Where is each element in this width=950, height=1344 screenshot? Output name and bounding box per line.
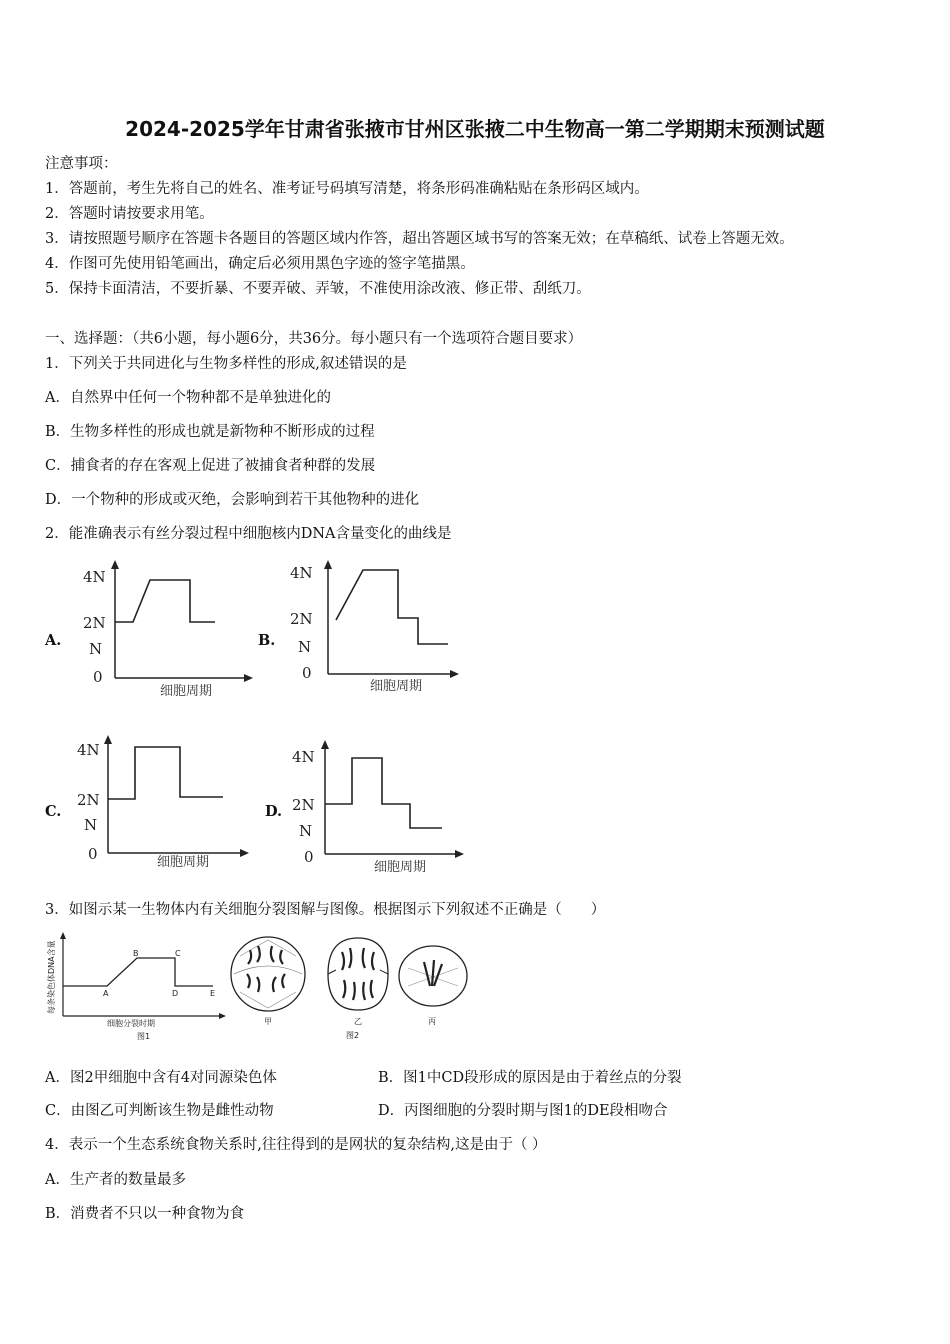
question-3-option-b: B．图1中CD段形成的原因是由于着丝点的分裂 <box>378 1070 682 1086</box>
question-2-stem: 2．能准确表示有丝分裂过程中细胞核内DNA含量变化的曲线是 <box>45 526 452 542</box>
tick-2n: 2N <box>83 614 106 632</box>
question-2-label-a: A. <box>45 632 62 649</box>
x-axis-arrow-icon <box>240 849 249 857</box>
graph-c <box>75 735 255 874</box>
figure-1-caption: 图1 <box>137 1032 151 1041</box>
graph-a <box>75 560 255 704</box>
question-2-label-c: C. <box>45 803 62 820</box>
x-axis-label: 细胞周期 <box>157 855 210 870</box>
tick-0: 0 <box>302 664 312 682</box>
page-title: 2024-2025学年甘肃省张掖市甘州区张掖二中生物高一第二学期期末预测试题 <box>125 117 825 141</box>
question-4-stem: 4．表示一个生态系统食物关系时,往往得到的是网状的复杂结构,这是由于（ ） <box>45 1137 547 1153</box>
dna-curve <box>336 570 448 644</box>
point-e: E <box>210 989 216 998</box>
tick-4n: 4N <box>83 568 106 586</box>
point-b: B <box>133 949 139 958</box>
y-axis-arrow-icon <box>321 740 329 749</box>
x-axis-label: 细胞周期 <box>370 679 423 694</box>
notice-item: 1．答题前，考生先将自己的姓名、准考证号码填写清楚，将条形码准确粘贴在条形码区域内。 <box>45 181 649 197</box>
cell-bing-label: 丙 <box>428 1017 436 1026</box>
tick-4n: 4N <box>292 748 315 766</box>
question-2-label-b: B. <box>258 632 276 649</box>
notice-item: 4．作图可先使用铅笔画出，确定后必须用黑色字迹的签字笔描黑。 <box>45 256 475 272</box>
tick-n: N <box>298 638 312 656</box>
question-3-option-c: C．由图乙可判断该生物是雌性动物 <box>45 1103 274 1119</box>
figure-2-cells <box>228 928 473 1050</box>
tick-2n: 2N <box>290 610 313 628</box>
y-axis-arrow-icon <box>60 932 66 939</box>
tick-n: N <box>84 816 98 834</box>
x-axis-arrow-icon <box>244 674 253 682</box>
question-3-stem: 3．如图示某一生物体内有关细胞分裂图解与图像。根据图示下列叙述不正确是（ ） <box>45 902 606 918</box>
tick-0: 0 <box>93 668 103 686</box>
cell-bing <box>399 946 467 1026</box>
figure-2-caption: 图2 <box>346 1031 360 1040</box>
y-axis-arrow-icon <box>104 735 112 744</box>
y-axis-arrow-icon <box>324 560 332 569</box>
question-4-option-b: B．消费者不只以一种食物为食 <box>45 1206 245 1222</box>
tick-2n: 2N <box>77 791 100 809</box>
x-axis-arrow-icon <box>455 850 464 858</box>
x-axis-arrow-icon <box>219 1013 226 1019</box>
figure-1-chart <box>45 928 230 1047</box>
dna-curve <box>63 958 213 986</box>
tick-2n: 2N <box>292 796 315 814</box>
tick-4n: 4N <box>290 564 313 582</box>
question-1-stem: 1．下列关于共同进化与生物多样性的形成,叙述错误的是 <box>45 356 407 372</box>
section-heading: 一、选择题：（共6小题，每小题6分，共36分。每小题只有一个选项符合题目要求） <box>45 331 583 347</box>
point-c: C <box>175 949 181 958</box>
x-axis-arrow-icon <box>450 670 459 678</box>
x-axis-label: 细胞周期 <box>374 860 427 875</box>
notice-heading: 注意事项： <box>45 156 118 172</box>
tick-0: 0 <box>304 848 314 866</box>
point-a: A <box>103 989 109 998</box>
dna-curve <box>115 580 215 622</box>
cell-yi-label: 乙 <box>354 1017 362 1026</box>
question-3-option-a: A．图2甲细胞中含有4对同源染色体 <box>45 1070 277 1086</box>
graph-d <box>290 740 470 880</box>
notice-item: 2．答题时请按要求用笔。 <box>45 206 214 222</box>
cell-jia-label: 甲 <box>264 1017 272 1026</box>
tick-n: N <box>299 822 313 840</box>
tick-0: 0 <box>88 845 98 863</box>
tick-n: N <box>89 640 103 658</box>
graph-b <box>288 560 468 704</box>
x-axis-label: 细胞周期 <box>160 684 213 699</box>
y-axis-arrow-icon <box>111 560 119 569</box>
question-1-option-c: C．捕食者的存在客观上促进了被捕食者种群的发展 <box>45 458 376 474</box>
cell-jia <box>231 937 305 1026</box>
cell-yi <box>328 938 388 1026</box>
figure-1-ylabel: 每条染色体DNA含量 <box>47 940 56 1014</box>
question-3-option-d: D．丙图细胞的分裂时期与图1的DE段相吻合 <box>378 1103 668 1119</box>
dna-curve <box>325 758 442 828</box>
question-1-option-d: D．一个物种的形成或灭绝，会影响到若干其他物种的进化 <box>45 492 420 508</box>
question-2-label-d: D. <box>265 803 283 820</box>
tick-4n: 4N <box>77 741 100 759</box>
point-d: D <box>172 989 179 998</box>
question-1-option-a: A．自然界中任何一个物种都不是单独进化的 <box>45 390 331 406</box>
figure-1-xlabel: 细胞分裂时期 <box>107 1019 155 1028</box>
dna-curve <box>108 747 223 799</box>
question-4-option-a: A．生产者的数量最多 <box>45 1172 186 1188</box>
question-1-option-b: B．生物多样性的形成也就是新物种不断形成的过程 <box>45 424 375 440</box>
notice-item: 3．请按照题号顺序在答题卡各题目的答题区域内作答，超出答题区域书写的答案无效；在草稿纸、试卷上答题无效。 <box>45 231 794 247</box>
notice-item: 5．保持卡面清洁，不要折暴、不要弄破、弄皱，不准使用涂改液、修正带、刮纸刀。 <box>45 281 591 297</box>
